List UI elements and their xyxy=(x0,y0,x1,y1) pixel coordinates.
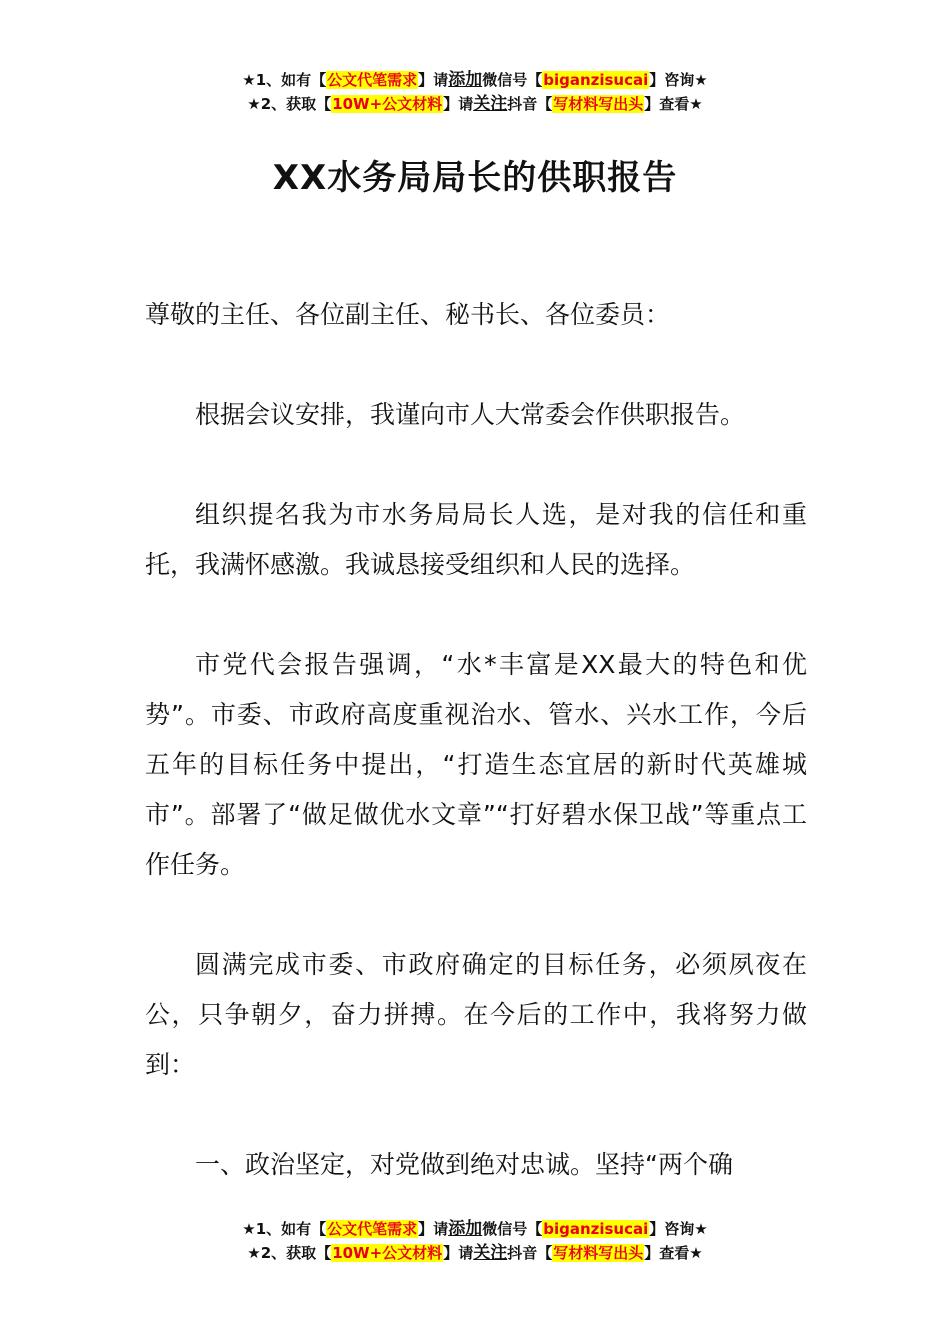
footer-banner xyxy=(0,1217,950,1265)
header-banner-line-1 xyxy=(0,68,950,92)
paragraph: 组织提名我为市水务局局长人选，是对我的信任和重托，我满怀感激。我诚恳接受组织和人民的选择。 xyxy=(145,500,807,579)
footer-banner-line-2 xyxy=(0,1241,950,1265)
banner-text: 抖音【 xyxy=(507,95,553,113)
header-banner-line-2 xyxy=(0,92,950,116)
banner-emphasis: 添加 xyxy=(448,70,483,90)
banner-text: 微信号【 xyxy=(482,1220,543,1238)
banner-highlight: 公文代笔需求 xyxy=(327,1220,418,1238)
banner-emphasis: 添加 xyxy=(448,1219,483,1239)
banner-highlight: 公文代笔需求 xyxy=(327,71,418,89)
banner-text: 抖音【 xyxy=(507,1244,553,1262)
banner-emphasis: 关注 xyxy=(473,1243,508,1263)
paragraph: 市党代会报告强调，“水*丰富是XX最大的特色和优势”。市委、市政府高度重视治水、管水、兴水工作，今后五年的目标任务中提出，“打造生态宜居的新时代英雄城市”。部署了“做足做优水文章”“打好碧水保卫战”等重点工作任务。 xyxy=(145,650,807,879)
banner-emphasis: 关注 xyxy=(473,94,508,114)
banner-text: ★1、如有【 xyxy=(242,71,327,89)
footer-banner-line-1 xyxy=(0,1217,950,1241)
document-title: XX水务局局长的供职报告 xyxy=(272,158,678,198)
banner-text: 】请 xyxy=(418,71,449,89)
banner-text: ★2、获取【 xyxy=(247,1244,332,1262)
banner-highlight: 10W+公文材料 xyxy=(332,1244,443,1262)
banner-text: 】咨询★ xyxy=(649,71,708,89)
banner-highlight: 10W+公文材料 xyxy=(332,95,443,113)
banner-douyin-id: 写材料写出头 xyxy=(553,1244,644,1262)
paragraph: 一、政治坚定，对党做到绝对忠诚。坚持“两个确 xyxy=(195,1150,733,1179)
banner-text: 微信号【 xyxy=(482,71,543,89)
banner-text: 】请 xyxy=(443,95,474,113)
banner-text: 】咨询★ xyxy=(649,1220,708,1238)
salutation: 尊敬的主任、各位副主任、秘书长、各位委员： xyxy=(145,300,671,329)
banner-text: 】查看★ xyxy=(644,95,703,113)
banner-text: 】查看★ xyxy=(644,1244,703,1262)
header-banner xyxy=(0,68,950,116)
banner-text: ★1、如有【 xyxy=(242,1220,327,1238)
banner-text: 】请 xyxy=(443,1244,474,1262)
document-body xyxy=(145,290,807,1190)
banner-wechat-id: biganzisucai xyxy=(543,1220,649,1238)
paragraph: 根据会议安排，我谨向市人大常委会作供职报告。 xyxy=(195,400,746,429)
banner-text: ★2、获取【 xyxy=(247,95,332,113)
banner-wechat-id: biganzisucai xyxy=(543,71,649,89)
banner-text: 】请 xyxy=(418,1220,449,1238)
banner-douyin-id: 写材料写出头 xyxy=(553,95,644,113)
paragraph: 圆满完成市委、市政府确定的目标任务，必须夙夜在公，只争朝夕，奋力拼搏。在今后的工作中，我将努力做到： xyxy=(145,950,807,1079)
